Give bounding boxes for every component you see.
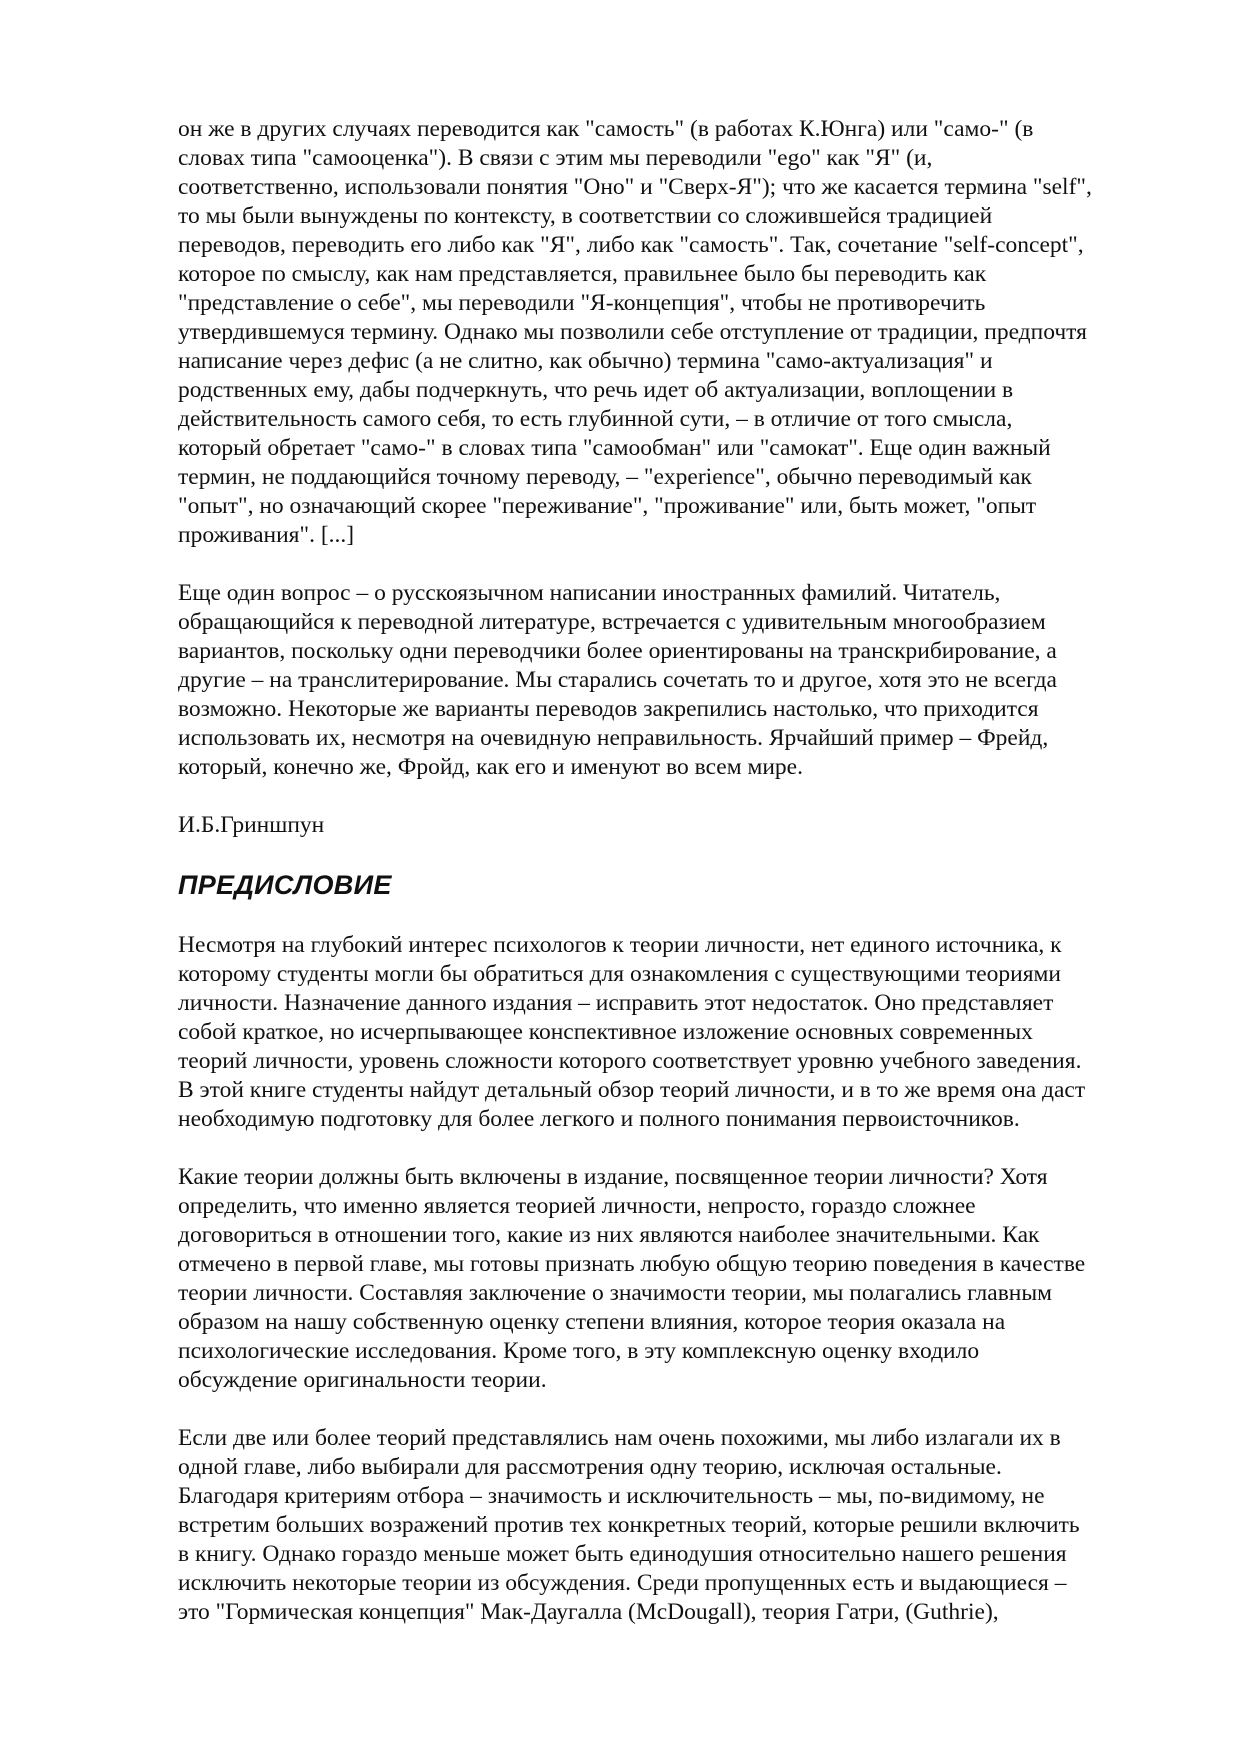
translator-signature: И.Б.Гриншпун	[178, 812, 325, 838]
text-line: Благодаря критериям отбора – значимость и исключительность – мы, по-видимому, не	[178, 1483, 1045, 1509]
text-line: теории личности. Составляя заключение о значимости теории, мы полагались главным	[178, 1280, 1053, 1306]
text-line: написание через дефис (а не слитно, как обычно) термина "само-актуализация" и	[178, 348, 993, 374]
preface-paragraph	[178, 931, 1188, 1134]
text-line: утвердившемуся термину. Однако мы позволили себе отступление от традиции, предпочтя	[178, 319, 1087, 345]
text-line: который, конечно же, Фройд, как его и именуют во всем мире.	[178, 754, 803, 780]
text-line: проживания". [...]	[178, 522, 355, 548]
text-line: отмечено в первой главе, мы готовы признать любую общую теорию поведения в качестве	[178, 1251, 1086, 1277]
translator-note-paragraph	[178, 579, 1188, 782]
text-line: соответственно, использовали понятия "Оно" и "Сверх-Я"); что же касается термина "self",	[178, 174, 1092, 200]
text-line: действительность самого себя, то есть глубинной сути, – в отличие от того смысла,	[178, 406, 1013, 432]
text-line: договориться в отношении того, какие из них являются наиболее значительными. Как	[178, 1222, 1040, 1248]
preface-translator-notes	[178, 115, 1188, 782]
text-line: которое по смыслу, как нам представляется, правильнее было бы переводить как	[178, 261, 987, 287]
text-line: термин, не поддающийся точному переводу, – "experience", обычно переводимый как	[178, 464, 1032, 490]
text-line: он же в других случаях переводится как "самость" (в работах К.Юнга) или "само-" (в	[178, 116, 1034, 142]
text-line: словах типа "самооценка"). В связи с этим мы переводили "ego" как "Я" (и,	[178, 145, 933, 171]
text-line: психологические исследования. Кроме того, в эту комплексную оценку входило	[178, 1338, 980, 1364]
text-line: то мы были вынуждены по контексту, в соответствии со сложившейся традицией	[178, 203, 993, 229]
text-line: Несмотря на глубокий интерес психологов к теории личности, нет единого источника, к	[178, 932, 1062, 958]
text-line: вариантов, поскольку одни переводчики более ориентированы на транскрибирование, а	[178, 638, 1057, 664]
translator-note-paragraph	[178, 115, 1188, 550]
text-line: Если две или более теорий представлялись нам очень похожими, мы либо излагали их в	[178, 1425, 1061, 1451]
text-line: В этой книге студенты найдут детальный обзор теорий личности, и в то же время она даст	[178, 1077, 1086, 1103]
text-line: который обретает "само-" в словах типа "самообман" или "самокат". Еще один важный	[178, 435, 1051, 461]
text-line: обращающийся к переводной литературе, встречается с удивительным многообразием	[178, 609, 1046, 635]
text-line: теорий личности, уровень сложности которого соответствует уровню учебного заведения.	[178, 1048, 1082, 1074]
preface-paragraph	[178, 1424, 1188, 1627]
text-line: исключить некоторые теории из обсуждения. Среди пропущенных есть и выдающиеся –	[178, 1570, 1067, 1596]
text-line: одной главе, либо выбирали для рассмотрения одну теорию, исключая остальные.	[178, 1454, 1002, 1480]
text-line: переводов, переводить его либо как "Я", либо как "самость". Так, сочетание "self-concept",	[178, 232, 1084, 258]
text-line: собой краткое, но исчерпывающее конспективное изложение основных современных	[178, 1019, 1033, 1045]
text-line: встретим больших возражений против тех конкретных теорий, которые решили включить	[178, 1512, 1080, 1538]
preface-paragraph	[178, 1163, 1188, 1395]
text-line: родственных ему, дабы подчеркнуть, что речь идет об актуализации, воплощении в	[178, 377, 1014, 403]
preface-body	[178, 931, 1188, 1627]
text-line: другие – на транслитерирование. Мы старались сочетать то и другое, хотя это не всегда	[178, 667, 1057, 693]
text-line: обсуждение оригинальности теории.	[178, 1367, 547, 1393]
text-line: которому студенты могли бы обратиться для ознакомления с существующими теориями	[178, 961, 1061, 987]
text-line: в книгу. Однако гораздо меньше может быть единодушия относительно нашего решения	[178, 1541, 1067, 1567]
text-line: необходимую подготовку для более легкого и полного понимания первоисточников.	[178, 1106, 1020, 1132]
document-page	[178, 115, 1188, 1656]
text-line: личности. Назначение данного издания – исправить этот недостаток. Оно представляет	[178, 990, 1054, 1016]
text-line: образом на нашу собственную оценку степени влияния, которое теория оказала на	[178, 1309, 1006, 1335]
section-heading-preface: ПРЕДИСЛОВИЕ	[178, 870, 392, 900]
text-line: "опыт", но означающий скорее "переживание", "проживание" или, быть может, "опыт	[178, 493, 1037, 519]
text-line: определить, что именно является теорией личности, непросто, гораздо сложнее	[178, 1193, 976, 1219]
text-line: это "Гормическая концепция" Мак-Даугалла (McDougall), теория Гатри, (Guthrie),	[178, 1599, 999, 1625]
text-line: Какие теории должны быть включены в издание, посвященное теории личности? Хотя	[178, 1164, 1048, 1190]
text-line: Еще один вопрос – о русскоязычном написании иностранных фамилий. Читатель,	[178, 580, 1001, 606]
text-line: возможно. Некоторые же варианты переводов закрепились настолько, что приходится	[178, 696, 1039, 722]
text-line: использовать их, несмотря на очевидную неправильность. Ярчайший пример – Фрейд,	[178, 725, 1049, 751]
text-line: "представление о себе", мы переводили "Я-концепция", чтобы не противоречить	[178, 290, 986, 316]
